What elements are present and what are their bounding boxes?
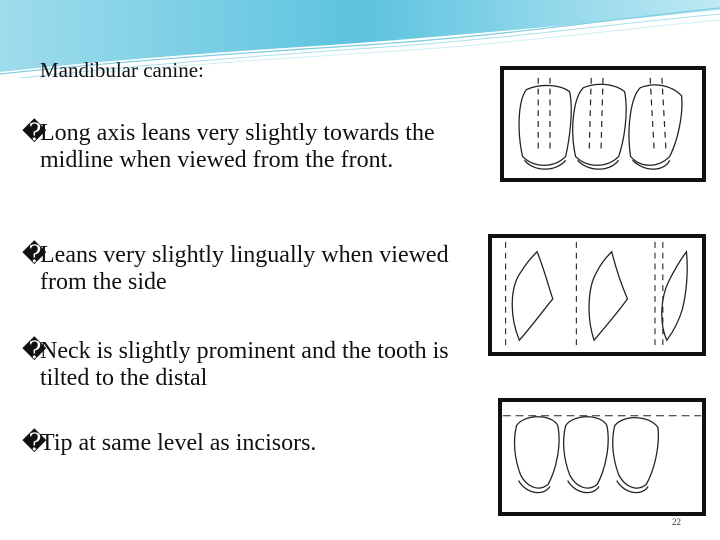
bullet-marker: � (22, 338, 47, 364)
bullet-marker: � (22, 430, 47, 456)
bullet-marker: � (22, 120, 47, 146)
bullet-text: Tip at same level as incisors. (40, 430, 317, 456)
figure-incisal-level (498, 398, 706, 516)
page-number: 22 (672, 517, 681, 527)
slide-title: Mandibular canine: (40, 58, 204, 82)
side-view-illustration (492, 238, 702, 352)
front-view-illustration (504, 70, 702, 178)
bullet-item-lingual (22, 242, 482, 296)
figure-side-view (488, 234, 706, 356)
bullet-marker: � (22, 242, 47, 268)
bullet-text: Leans very slightly lingually when viewed from the side (40, 242, 449, 295)
incisal-level-illustration (502, 402, 702, 512)
bullet-item-tip (22, 430, 482, 457)
bullet-text: Neck is slightly prominent and the tooth is tilted to the distal (40, 338, 449, 391)
bullet-item-neck (22, 338, 482, 392)
bullet-item-long-axis (22, 120, 482, 174)
figure-front-view (500, 66, 706, 182)
bullet-text: Long axis leans very slightly towards the midline when viewed from the front. (40, 120, 435, 173)
